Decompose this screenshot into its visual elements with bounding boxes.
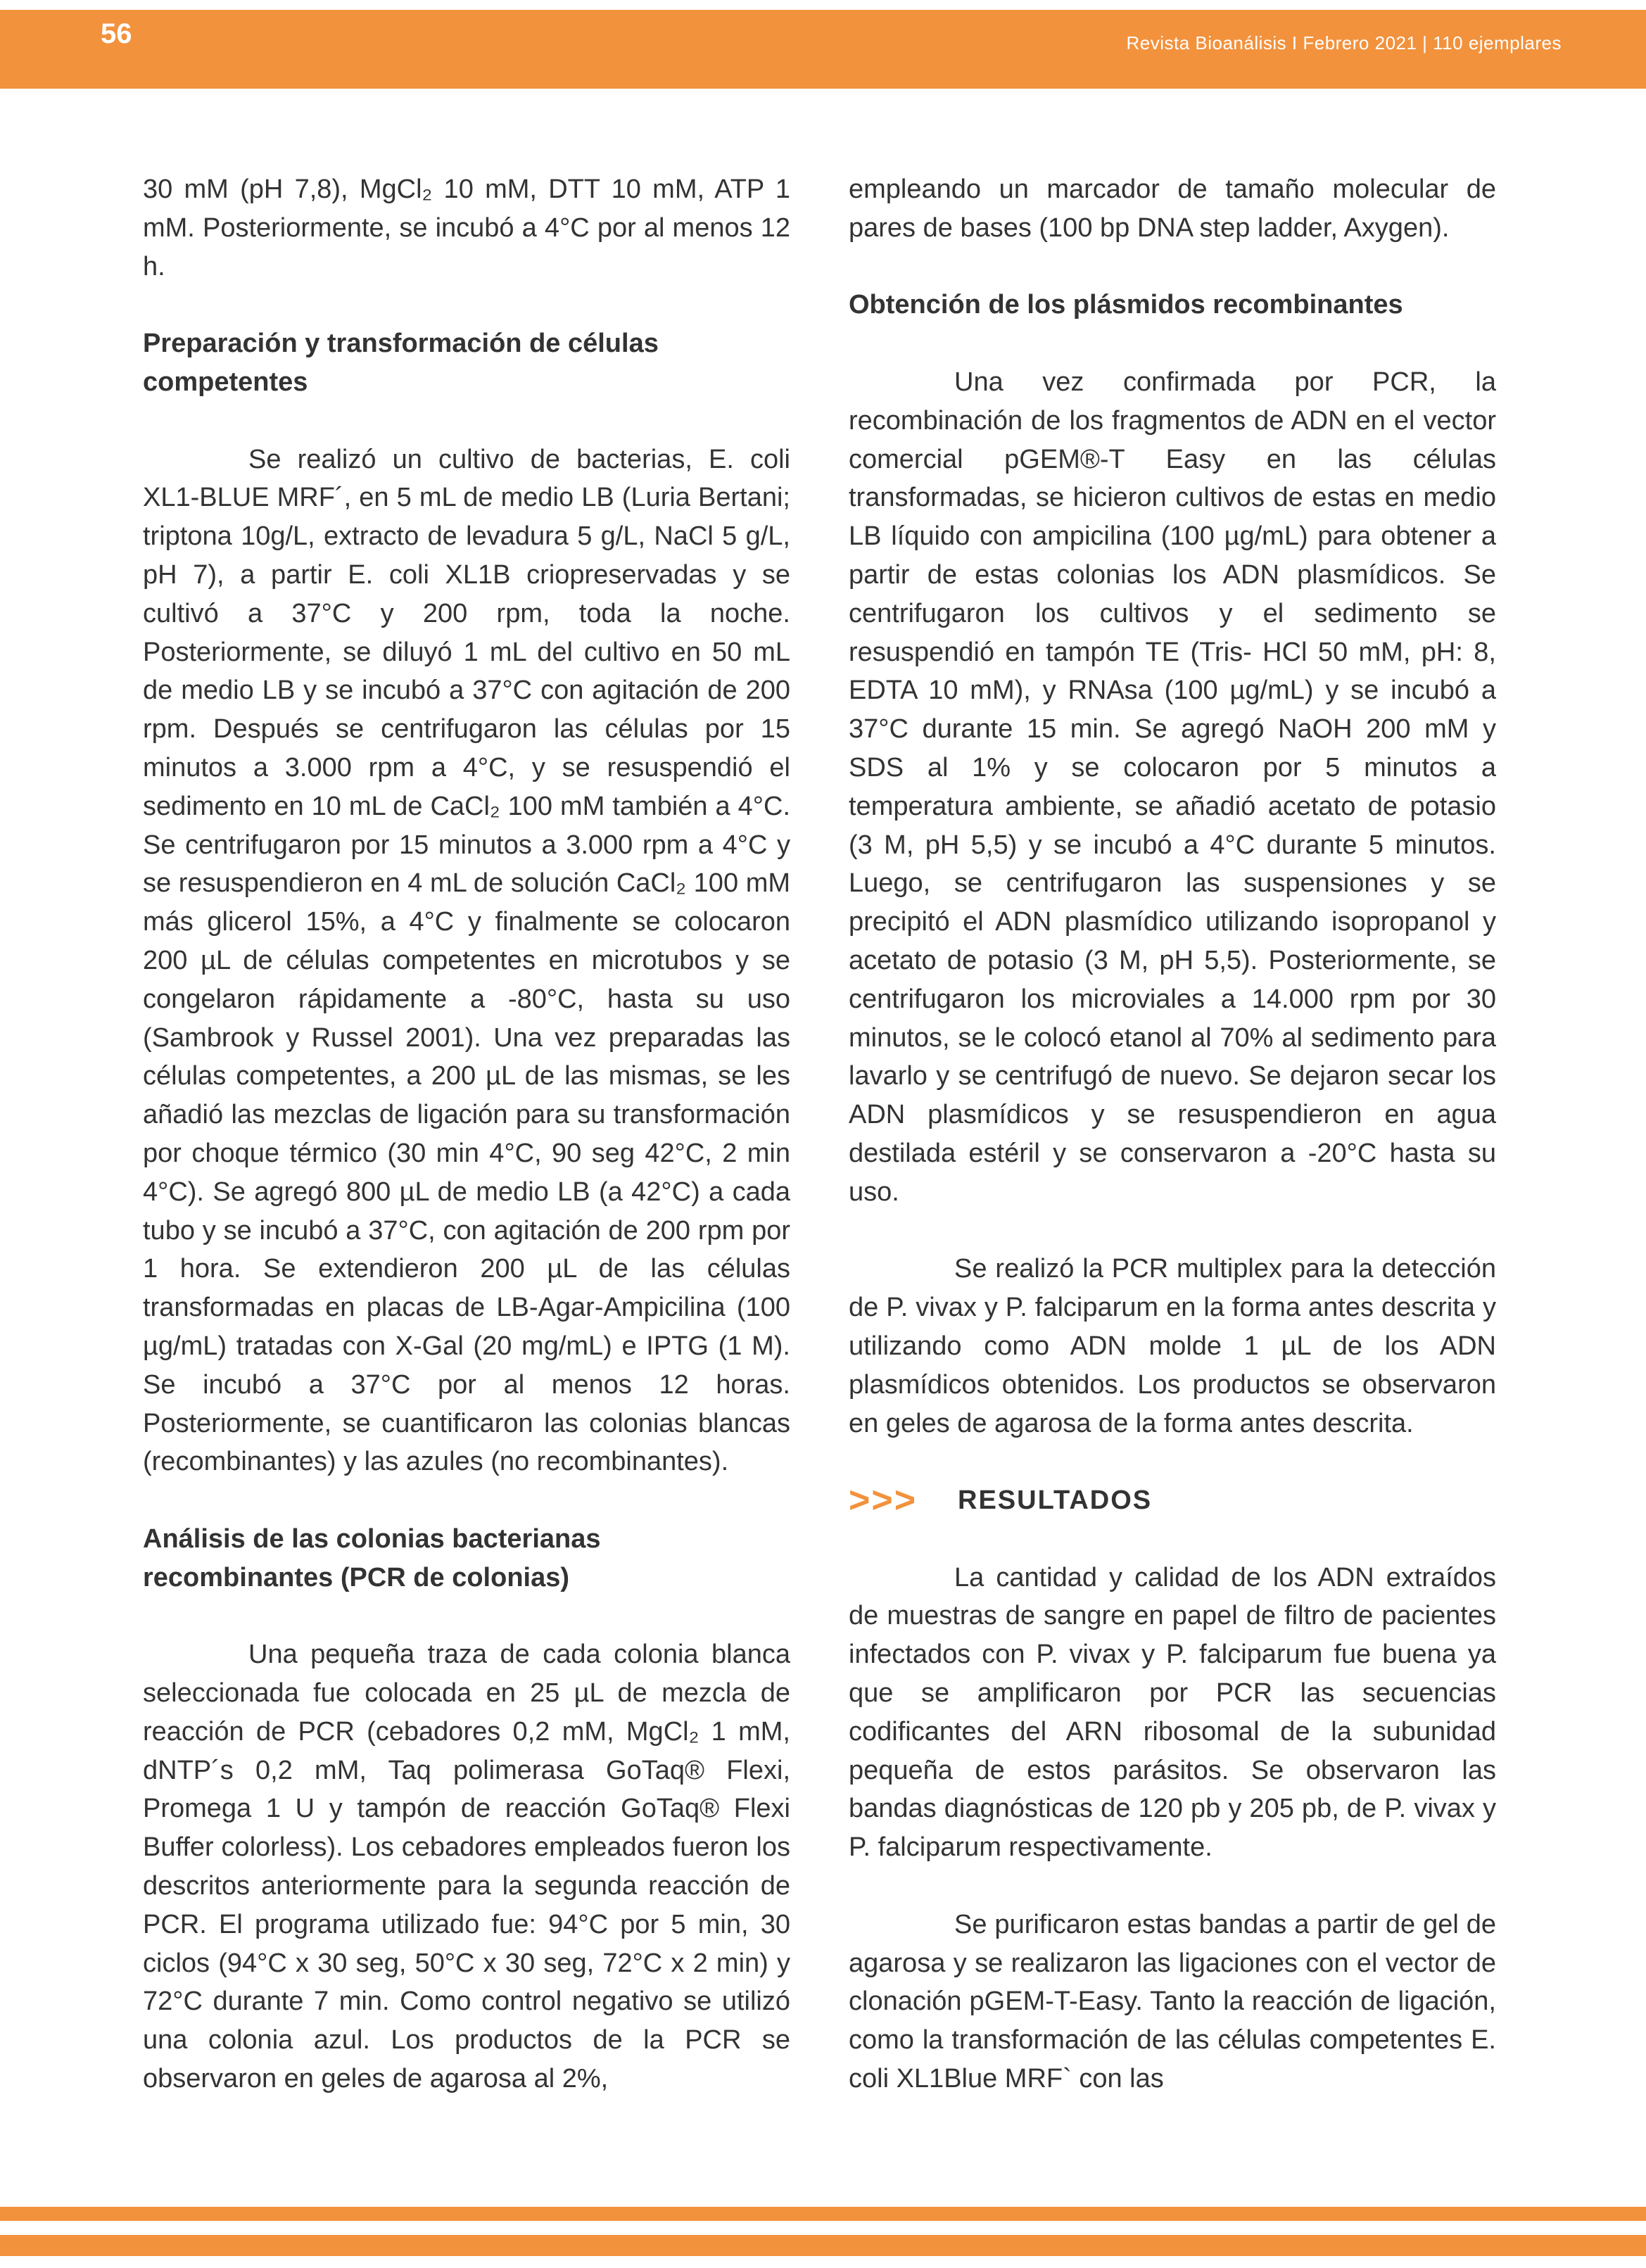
section-heading: Obtención de los plásmidos recombinantes	[849, 290, 1403, 320]
paragraph: La cantidad y calidad de los ADN extraídos de muestras de sangre en papel de filtro de pacientes infectados con P. vivax y P. falciparum fue buena ya que se amplificaron por PCR las secuencias codificantes del ARN ribosomal de la subunidad pequeña de estos parásitos. Se observaron las bandas diagnósticas de 120 pb y 205 pb, de P. vivax y P. falciparum respectivamente.	[849, 1562, 1496, 1863]
right-column	[849, 170, 1496, 2098]
section-heading: Análisis de las colonias bacterianas recombinantes (PCR de colonias)	[143, 1523, 601, 1592]
footer-bar	[0, 2207, 1646, 2221]
footer-bar	[0, 2235, 1646, 2256]
paragraph: Una vez confirmada por PCR, la recombinación de los fragmentos de ADN en el vector comercial pGEM®-T Easy en las células transformadas, se hicieron cultivos de estas en medio LB líquido con ampicilina (100 µg/mL) para obtener a partir de estas colonias los ADN plasmídicos. Se centrifugaron los cultivos y el sedimento se resuspendió en tampón TE (Tris- HCl 50 mM, pH: 8, EDTA 10 mM), y RNAsa (100 µg/mL) y se incubó a 37°C durante 15 min. Se agregó NaOH 200 mM y SDS al 1% y se colocaron por 5 minutos a temperatura ambiente, se añadió acetato de potasio (3 M, pH 5,5) y se incubó a 4°C durante 5 minutos. Luego, se centrifugaron las suspensiones y se precipitó el ADN plasmídico utilizando isopropanol y acetato de potasio (3 M, pH 5,5). Posteriormente, se centrifugaron los microviales a 14.000 rpm por 30 minutos, se le colocó etanol al 70% al sedimento para lavarlo y se centrifugó de nuevo. Se dejaron secar los ADN plasmídicos y se resuspendieron en agua destilada estéril y se conservaron a -20°C hasta su uso.	[849, 367, 1496, 1207]
section-title: RESULTADOS	[958, 1485, 1153, 1516]
left-column	[143, 170, 790, 2098]
paragraph: Se realizó la PCR multiplex para la detección de P. vivax y P. falciparum en la forma antes descrita y utilizando como ADN molde 1 µL de los ADN plasmídicos obtenidos. Los productos se observaron en geles de agarosa de la forma antes descrita.	[849, 1254, 1496, 1438]
journal-line: Revista Bioanálisis I Febrero 2021 | 110 ejemplares	[1126, 32, 1562, 53]
page-number: 56	[101, 18, 132, 49]
paragraph: Se realizó un cultivo de bacterias, E. coli XL1-BLUE MRF´, en 5 mL de medio LB (Luria Bertani; triptona 10g/L, extracto de levadura 5 g/L, NaCl 5 g/L, pH 7), a partir E. coli XL1B criopreservadas y se cultivó a 37°C y 200 rpm, toda la noche. Posteriormente, se diluyó 1 mL del cultivo en 50 mL de medio LB y se incubó a 37°C con agitación de 200 rpm. Después se centrifugaron las células por 15 minutos a 3.000 rpm a 4°C, y se resuspendió el sedimento en 10 mL de CaCl₂ 100 mM también a 4°C. Se centrifugaron por 15 minutos a 3.000 rpm a 4°C y se resuspendieron en 4 mL de solución CaCl₂ 100 mM más glicerol 15%, a 4°C y finalmente se colocaron 200 µL de células competentes en microtubos y se congelaron rápidamente a -80°C, hasta su uso (Sambrook y Russel 2001). Una vez preparadas las células competentes, a 200 µL de las mismas, se les añadió las mezclas de ligación para su transformación por choque térmico (30 min 4°C, 90 seg 42°C, 2 min 4°C). Se agregó 800 µL de medio LB (a 42°C) a cada tubo y se incubó a 37°C, con agitación de 200 rpm por 1 hora. Se extendieron 200 µL de las células transformadas en placas de LB-Agar-Ampicilina (100 µg/mL) tratadas con X-Gal (20 mg/mL) e IPTG (1 M). Se incubó a 37°C por al menos 12 horas. Posteriormente, se cuantificaron las colonias blancas (recombinantes) y las azules (no recombinantes).	[143, 444, 790, 1477]
paragraph: Se purificaron estas bandas a partir de gel de agarosa y se realizaron las ligaciones con el vector de clonación pGEM-T-Easy. Tanto la reacción de ligación, como la transformación de las células competentes E. coli XL1Blue MRF` con las	[849, 1909, 1496, 2094]
section-heading: Preparación y transformación de células competentes	[143, 329, 659, 397]
paragraph: empleando un marcador de tamaño molecular de pares de bases (100 bp DNA step ladder, Axygen).	[849, 175, 1496, 243]
chevrons-icon: >>>	[849, 1480, 918, 1521]
paragraph: 30 mM (pH 7,8), MgCl₂ 10 mM, DTT 10 mM, ATP 1 mM. Posteriormente, se incubó a 4°C por al menos 12 h.	[143, 175, 790, 281]
results-section-header	[849, 1481, 1496, 1520]
paragraph: Una pequeña traza de cada colonia blanca seleccionada fue colocada en 25 µL de mezcla de reacción de PCR (cebadores 0,2 mM, MgCl₂ 1 mM, dNTP´s 0,2 mM, Taq polimerasa GoTaq® Flexi, Promega 1 U y tampón de reacción GoTaq® Flexi Buffer colorless). Los cebadores empleados fueron los descritos anteriormente para la segunda reacción de PCR. El programa utilizado fue: 94°C por 5 min, 30 ciclos (94°C x 30 seg, 50°C x 30 seg, 72°C x 2 min) y 72°C durante 7 min. Como control negativo se utilizó una colonia azul. Los productos de la PCR se observaron en geles de agarosa al 2%,	[143, 1640, 790, 2094]
